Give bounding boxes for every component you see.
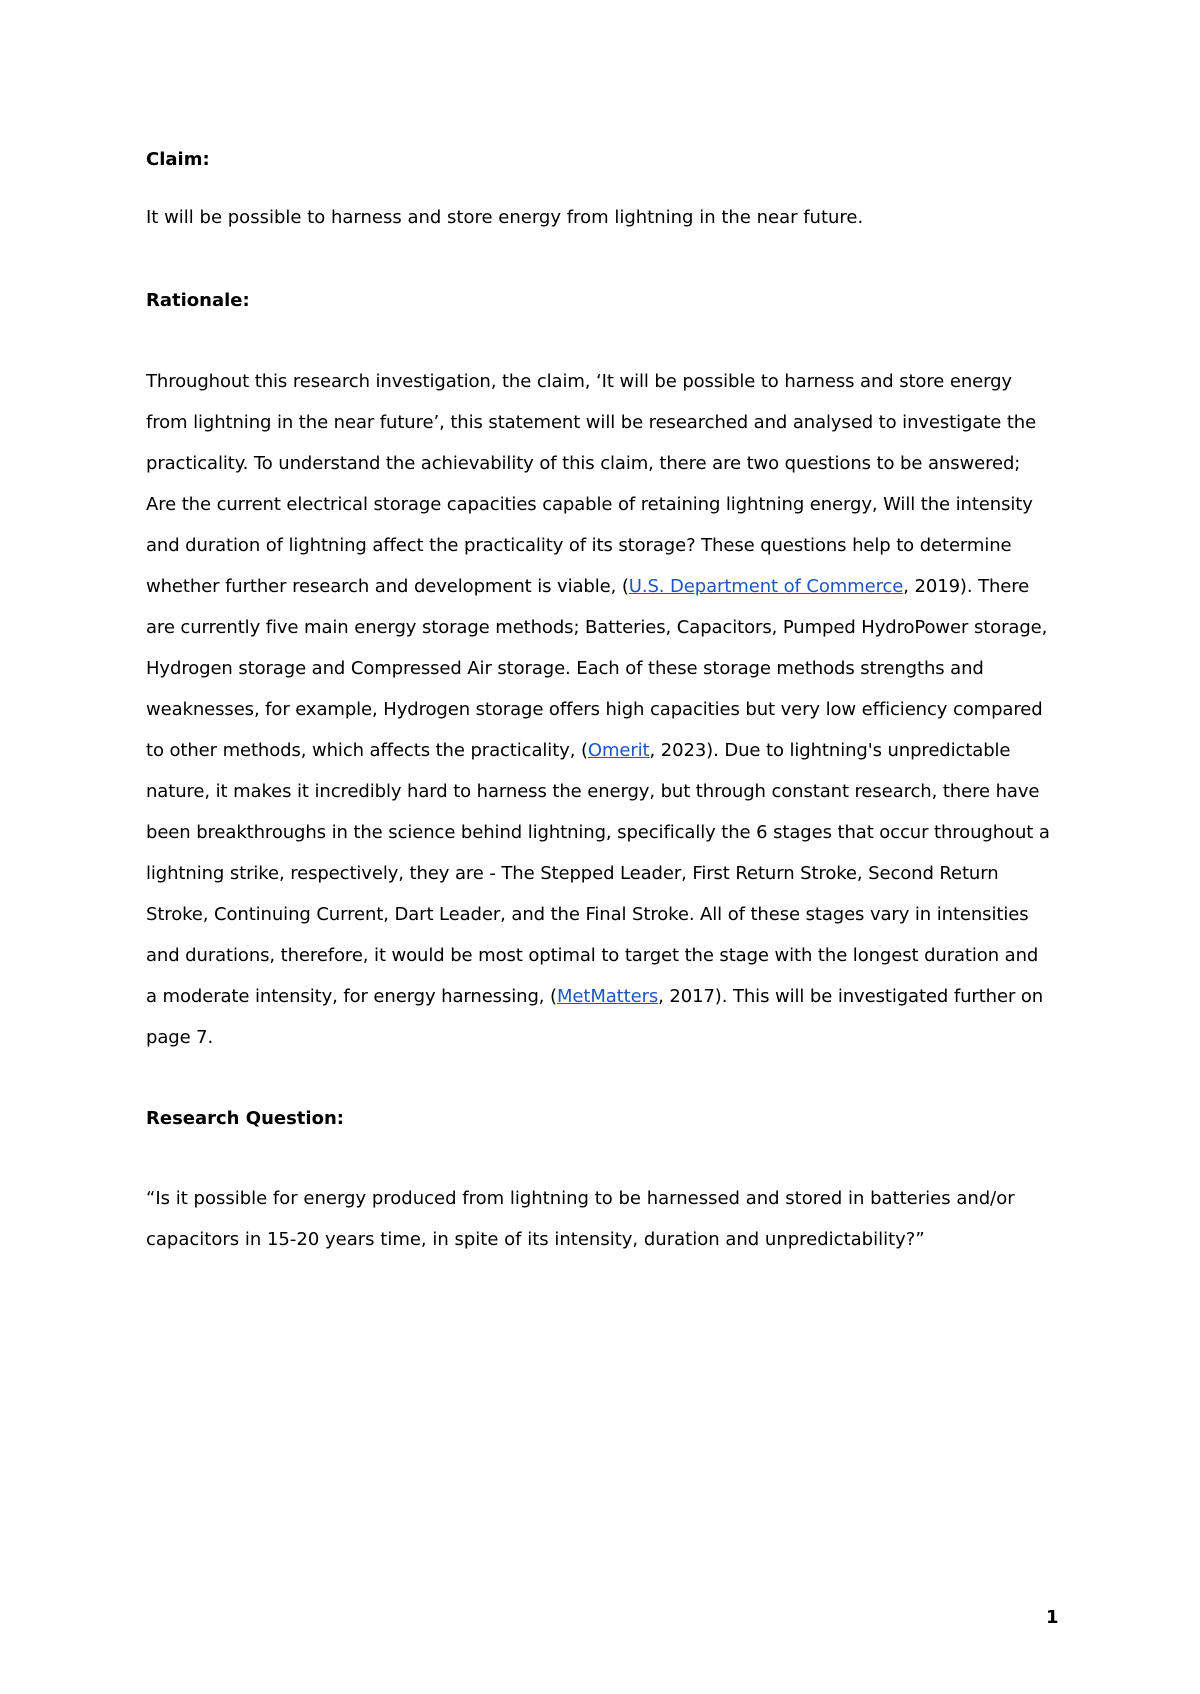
rationale-line: [146, 566, 1076, 607]
rationale-text: , 2017). This will be investigated further on: [658, 986, 1044, 1007]
research-question-line: “Is it possible for energy produced from lightning to be harnessed and stored in batteries and/or: [146, 1188, 1015, 1209]
research-question-line: capacitors in 15-20 years time, in spite of its intensity, duration and unpredictability?”: [146, 1229, 925, 1250]
citation-link-omerit[interactable]: Omerit: [587, 740, 650, 761]
citation-link-us-dept-commerce[interactable]: U.S. Department of Commerce: [628, 576, 904, 597]
claim-heading: Claim:: [146, 149, 210, 170]
rationale-line: from lightning in the near future’, this statement will be researched and analysed to investigate the: [146, 412, 1037, 433]
research-question-heading: Research Question:: [146, 1108, 344, 1129]
rationale-line: and durations, therefore, it would be most optimal to target the stage with the longest duration and: [146, 945, 1039, 966]
rationale-line: are currently five main energy storage methods; Batteries, Capacitors, Pumped HydroPower storage,: [146, 617, 1048, 638]
rationale-text: , 2019). There: [903, 576, 1030, 597]
claim-text: It will be possible to harness and store energy from lightning in the near future.: [146, 207, 864, 228]
rationale-text: to other methods, which affects the practicality, (: [146, 740, 588, 761]
rationale-line: nature, it makes it incredibly hard to harness the energy, but through constant research, there have: [146, 781, 1040, 802]
rationale-line: [146, 730, 1076, 771]
rationale-line: Stroke, Continuing Current, Dart Leader, and the Final Stroke. All of these stages vary in intensities: [146, 904, 1029, 925]
rationale-heading: Rationale:: [146, 290, 250, 311]
rationale-line: Throughout this research investigation, the claim, ‘It will be possible to harness and store energy: [146, 371, 1012, 392]
rationale-line: page 7.: [146, 1027, 214, 1048]
rationale-text: a moderate intensity, for energy harnessing, (: [146, 986, 557, 1007]
rationale-line: Hydrogen storage and Compressed Air storage. Each of these storage methods strengths and: [146, 658, 984, 679]
page-number: 1: [1046, 1607, 1059, 1628]
rationale-line: practicality. To understand the achievability of this claim, there are two questions to be answered;: [146, 453, 1021, 474]
citation-link-metmatters[interactable]: MetMatters: [556, 986, 659, 1007]
rationale-line: lightning strike, respectively, they are - The Stepped Leader, First Return Stroke, Second Return: [146, 863, 999, 884]
rationale-text: whether further research and development is viable, (: [146, 576, 629, 597]
rationale-line: and duration of lightning affect the practicality of its storage? These questions help to determine: [146, 535, 1012, 556]
rationale-line: weaknesses, for example, Hydrogen storage offers high capacities but very low efficiency compared: [146, 699, 1043, 720]
research-question-text: [146, 1178, 1076, 1260]
rationale-paragraph: [146, 361, 1076, 1058]
rationale-line: Are the current electrical storage capacities capable of retaining lightning energy, Will the intensity: [146, 494, 1033, 515]
rationale-line: [146, 976, 1076, 1017]
rationale-line: been breakthroughs in the science behind lightning, specifically the 6 stages that occur throughout a: [146, 822, 1050, 843]
rationale-text: , 2023). Due to lightning's unpredictable: [649, 740, 1011, 761]
